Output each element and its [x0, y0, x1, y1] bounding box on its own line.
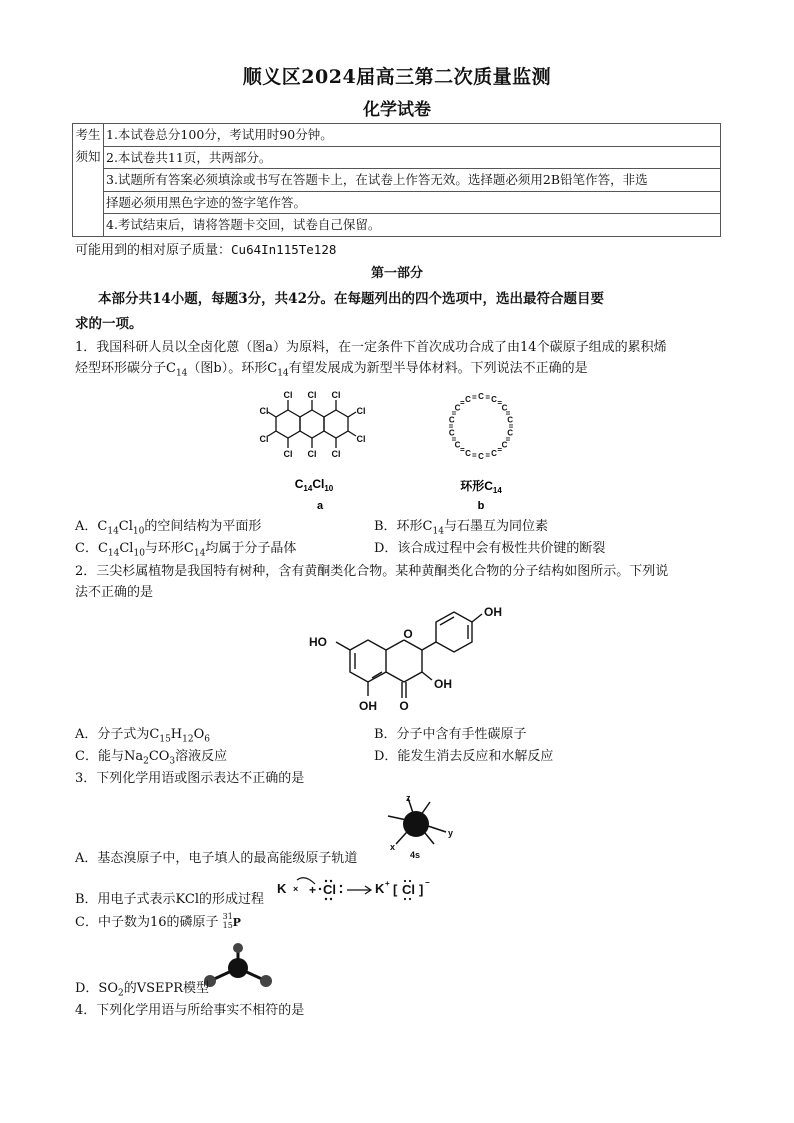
- q1-stem-2-part: 有望发展成为新型半导体材料。下列说法不正确的是: [288, 361, 588, 376]
- svg-text:×: ×: [293, 884, 299, 894]
- q1-stem-2-sub: 14: [277, 368, 289, 379]
- ring-double-bond: =: [471, 451, 477, 461]
- q3-option-b[interactable]: B．用电子式表示KCl的形成过程: [75, 892, 265, 907]
- ring-double-bond: =: [459, 398, 465, 408]
- ring-double-bond: =: [485, 451, 491, 461]
- ring-double-bond: =: [485, 392, 491, 402]
- q3-option-c[interactable]: C．中子数为16的磷原子 31 15 P: [75, 911, 241, 930]
- ring-carbon-atom: C: [448, 415, 455, 425]
- atom-ho: HO: [309, 635, 327, 649]
- atom-cl: Cl: [283, 390, 293, 400]
- ring-carbon-atom: C: [465, 449, 471, 458]
- figure-4s-orbital: [378, 792, 458, 864]
- svg-text:+: +: [385, 879, 390, 888]
- carbonyl-oxygen: O: [399, 699, 409, 713]
- q1-stem-1: 1．我国科研人员以全卤化蒽（图a）为原料，在一定条件下首次成功合成了由14个碳原子组成的累积烯: [75, 340, 667, 355]
- svg-text:+: +: [309, 883, 317, 897]
- atom-oh: OH: [359, 699, 377, 713]
- svg-text:−: −: [425, 878, 430, 887]
- atom-cl: Cl: [356, 434, 366, 444]
- ring-double-bond: =: [448, 422, 454, 431]
- svg-text:]: ]: [419, 882, 424, 897]
- atom-cl: Cl: [283, 449, 293, 459]
- ring-double-bond: =: [497, 445, 503, 455]
- axis-z-label: z: [406, 793, 411, 803]
- ring-carbon-atom: C: [448, 428, 455, 438]
- ion-k: K: [375, 881, 385, 896]
- q4-stem: 4．下列化学用语与所给事实不相符的是: [75, 1003, 305, 1018]
- atom-cl: Cl: [323, 882, 336, 897]
- part1-title: 第一部分: [370, 266, 423, 281]
- q1-option-b[interactable]: B．环形$C_{14}$与石墨互为同位素: [374, 519, 548, 537]
- atom-k: K: [277, 881, 287, 896]
- figure-b-label: b: [477, 500, 485, 512]
- ring-carbon-atom: C: [454, 403, 461, 413]
- figure-b-cyclo-c14: [436, 388, 526, 514]
- q1-stem-2: [75, 358, 588, 385]
- q1-stem-2-part: （图b）。环形C: [187, 361, 278, 376]
- q2-option-b[interactable]: B．分子中含有手性碳原子: [374, 727, 527, 742]
- atomic-mass-label: 可能用到的相对原子质量：: [75, 243, 232, 258]
- ring-carbon-atom: C: [501, 440, 508, 450]
- ring-carbon-atom: C: [478, 452, 484, 461]
- part1-intro-1: 本部分共14小题，每题3分，共42分。在每题列出的四个选项中，选出最符合题目要: [98, 291, 604, 307]
- svg-text:[: [: [393, 882, 398, 897]
- ring-double-bond: =: [508, 422, 514, 431]
- ring-double-bond: =: [459, 445, 465, 455]
- part1-intro-2: 求的一项。: [75, 316, 143, 332]
- notice-box: [72, 123, 721, 237]
- q2-option-d[interactable]: D．能发生消去反应和水解反应: [374, 749, 554, 764]
- ring-double-bond: =: [471, 392, 477, 402]
- figure-b-formula: 环形$C_{14}$: [460, 479, 502, 495]
- figure-kcl-formation: [275, 872, 435, 904]
- notice-label-line-1: 考生: [75, 127, 101, 142]
- atomic-mass-values: Cu64In115Te128: [231, 242, 337, 257]
- atom-cl: Cl: [307, 390, 317, 400]
- q2-stem-1: 2．三尖杉属植物是我国特有树种，含有黄酮类化合物。某种黄酮类化合物的分子结构如图所示。下列说: [75, 564, 669, 579]
- notice-item: 3.试题所有答案必须填涂或书写在答题卡上，在试卷上作答无效。选择题必须用2B铅笔作答，非选: [104, 169, 721, 192]
- ring-double-bond: =: [505, 409, 511, 418]
- ring-carbon-atom: C: [491, 449, 497, 458]
- exam-subtitle: 化学试卷: [363, 100, 431, 120]
- notice-label: [73, 124, 104, 237]
- q1-option-a[interactable]: A．$C_{14}Cl_{10}$的空间结构为平面形: [75, 519, 262, 537]
- atom-cl: Cl: [259, 406, 269, 416]
- atom-cl: Cl: [331, 390, 341, 400]
- atom-cl: Cl: [331, 449, 341, 459]
- notice-item: 4.考试结束后，请将答题卡交回，试卷自己保留。: [104, 214, 721, 237]
- figure-flavonoid-structure: [290, 600, 520, 722]
- figure-a-label: a: [316, 500, 324, 512]
- q1-option-c[interactable]: C．$C_{14}Cl_{10}$与环形$C_{14}$均属于分子晶体: [75, 541, 297, 559]
- q3-option-d[interactable]: D．$SO_2$的VSEPR模型: [75, 981, 210, 999]
- notice-item: 1.本试卷总分100分，考试用时90分钟。: [104, 124, 721, 147]
- atomic-mass-line: [75, 239, 336, 262]
- axis-y-label: y: [448, 828, 454, 838]
- ring-carbon-atom: C: [478, 392, 484, 401]
- atom-cl: Cl: [259, 434, 269, 444]
- notice-item: 2.本试卷共11页，共两部分。: [104, 146, 721, 169]
- figure-so2-vsepr: [198, 942, 278, 998]
- q1-stem-2-sub: 14: [175, 368, 188, 379]
- atom-oh: OH: [484, 605, 502, 619]
- ring-carbon-atom: C: [491, 395, 497, 404]
- ring-double-bond: =: [497, 398, 503, 408]
- atom-cl: Cl: [356, 406, 366, 416]
- q2-option-a[interactable]: A．分子式为$C_{15}H_{12}O_6$: [75, 727, 210, 745]
- ring-carbon-atom: C: [465, 395, 471, 404]
- q1-option-d[interactable]: D．该合成过程中会有极性共价键的断裂: [374, 541, 606, 556]
- figure-a-c14cl10: [258, 388, 383, 514]
- q3-stem: 3．下列化学用语或图示表达不正确的是: [75, 771, 305, 786]
- ring-double-bond: =: [451, 409, 457, 418]
- notice-item: 择题必须用黑色字迹的签字笔作答。: [104, 191, 721, 214]
- exam-title: 顺义区2024届高三第二次质量监测: [242, 66, 552, 88]
- figure-a-formula: $C_{14}Cl_{10}$: [294, 477, 334, 493]
- q1-stem-2-part: 烃型环形碳分子C: [75, 361, 176, 376]
- ring-double-bond: =: [505, 435, 511, 444]
- atom-oh: OH: [434, 677, 452, 691]
- q3-option-a[interactable]: A．基态溴原子中，电子填人的最高能级原子轨道: [75, 851, 358, 866]
- ring-oxygen: O: [403, 627, 413, 641]
- ring-carbon-atom: C: [454, 440, 461, 450]
- notice-label-line-2: 须知: [75, 148, 101, 164]
- ring-carbon-atom: C: [501, 403, 508, 413]
- q2-stem-2: 法不正确的是: [75, 585, 154, 600]
- ring-carbon-atom: C: [507, 428, 514, 438]
- axis-x-label: x: [390, 842, 396, 852]
- ion-cl: Cl: [402, 882, 415, 897]
- ring-carbon-atom: C: [507, 415, 514, 425]
- q2-option-c[interactable]: C．能与$Na_2CO_3$溶液反应: [75, 749, 228, 767]
- atom-cl: Cl: [307, 449, 317, 459]
- ring-double-bond: =: [451, 435, 457, 444]
- orbital-label: 4s: [410, 850, 421, 860]
